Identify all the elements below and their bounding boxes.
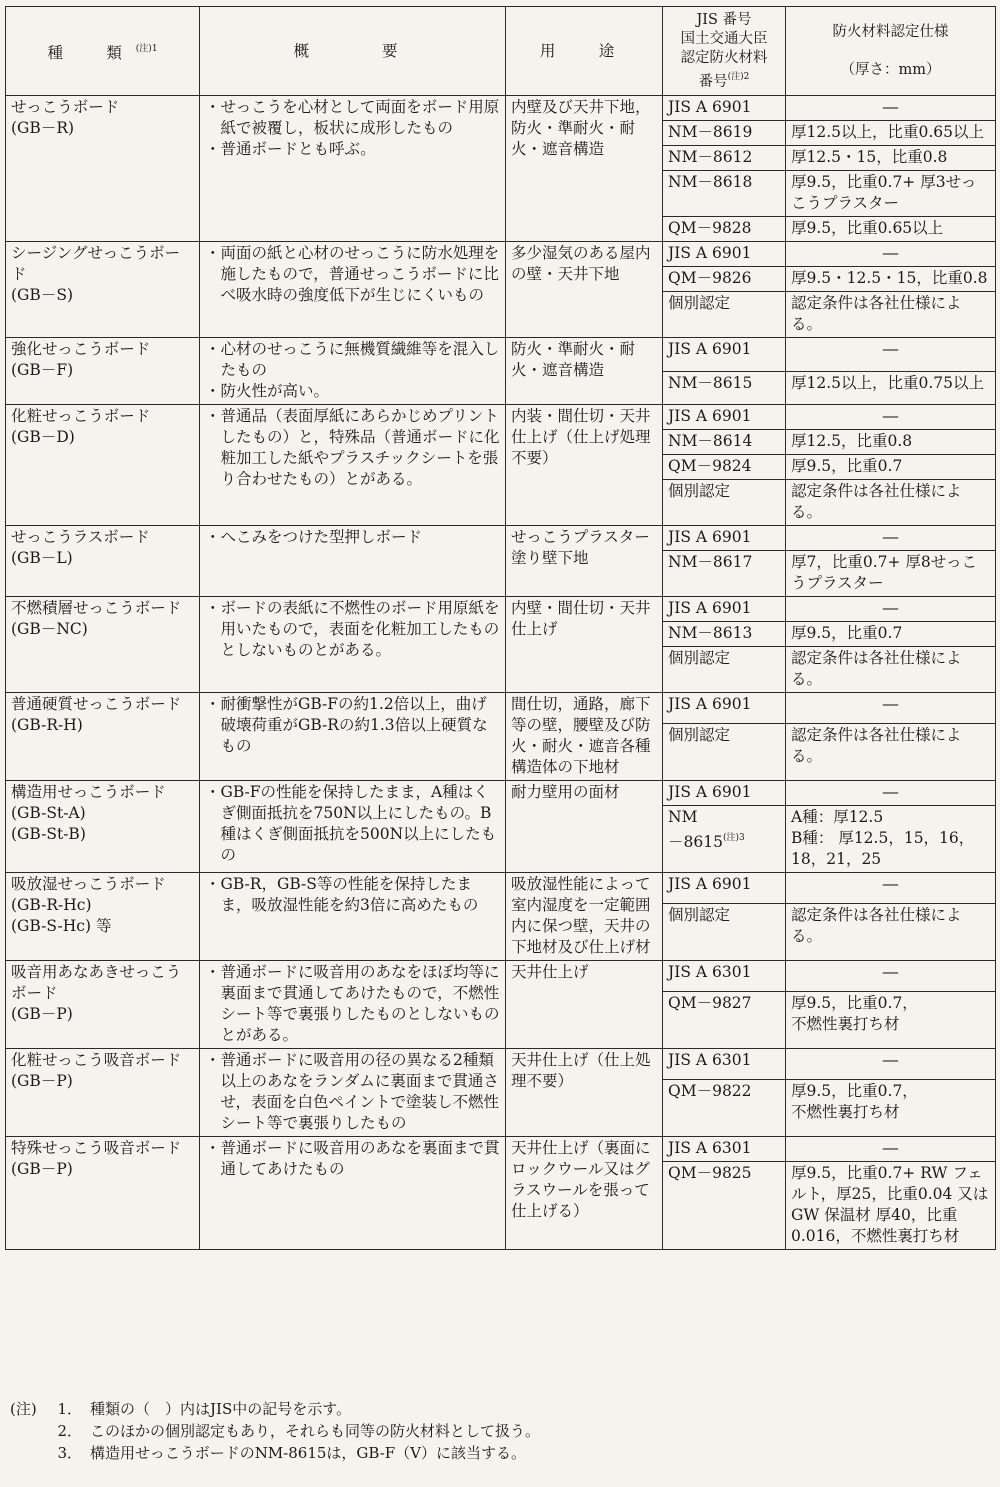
table-row	[6, 693, 996, 724]
table-row	[6, 1049, 996, 1080]
type-cell: シージングせっこうボード (GB－S)	[6, 242, 200, 338]
standard-number: NM－8617	[668, 553, 753, 571]
spec-cell: 厚7，比重0.7+ 厚8せっこうプラスター	[786, 551, 996, 597]
standard-number-cell	[663, 96, 786, 121]
spec-cell: 認定条件は各社仕様による。	[786, 723, 996, 780]
overview-line: ・普通ボードに吸音用の径の異なる2種類以上のあなをランダムに裏面まで貫通させ，表面を白色ペイントで塗装し不燃性シート等で裏張りしたもの	[205, 1051, 500, 1132]
use-cell: 間仕切，通路，廊下等の壁，腰壁及び防火・耐火・遮音各種構造体の下地材	[506, 693, 663, 781]
standard-number-cell	[663, 903, 786, 960]
standard-number-cell	[663, 526, 786, 551]
spec-cell: ―	[786, 597, 996, 622]
spec-cell: ―	[786, 873, 996, 904]
standard-number: JIS A 6301	[668, 1051, 752, 1069]
use-cell: 吸放湿性能によって室内湿度を一定範囲内に保つ壁，天井の下地材及び仕上げ材	[506, 873, 663, 961]
table-row	[6, 781, 996, 806]
overview-cell	[200, 693, 506, 781]
type-cell: 不燃積層せっこうボード (GB－NC)	[6, 597, 200, 693]
spec-cell: 厚9.5，比重0.7， 不燃性裏打ち材	[786, 1079, 996, 1136]
overview-line: ・GB-R，GB-S等の性能を保持したまま，吸放湿性能を約3倍に高めたもの	[205, 875, 479, 914]
type-cell: 吸放湿せっこうボード (GB-R-Hc) (GB-S-Hc) 等	[6, 873, 200, 961]
standard-number: 個別認定	[668, 294, 731, 312]
standard-number: JIS A 6901	[668, 244, 752, 262]
header-jis: JIS 番号 国土交通大臣 認定防火材料 番号$^{(注)2}$	[663, 7, 786, 96]
use-cell: 天井仕上げ（仕上処理不要）	[506, 1049, 663, 1137]
standard-number-cell	[663, 551, 786, 597]
standard-number: JIS A 6901	[668, 599, 752, 617]
use-cell: 防火・準耐火・耐火・遮音構造	[506, 338, 663, 405]
table-row	[6, 242, 996, 267]
standard-number: JIS A 6301	[668, 1139, 752, 1157]
standard-number-cell	[663, 622, 786, 647]
overview-cell	[200, 242, 506, 338]
table-row	[6, 526, 996, 551]
standard-number: JIS A 6901	[668, 98, 752, 116]
spec-cell: 厚12.5，比重0.8	[786, 430, 996, 455]
header-spec: 防火材料認定仕様 （厚さ：mm）	[786, 7, 996, 96]
standard-number-cell	[663, 242, 786, 267]
spec-cell: 厚9.5，比重0.7	[786, 622, 996, 647]
standard-number: NM－8618	[668, 173, 753, 191]
standard-number-cell	[663, 781, 786, 806]
type-cell: 吸音用あなあきせっこうボード (GB－P)	[6, 961, 200, 1049]
spec-cell: A種：厚12.5 B種： 厚12.5，15，16，18，21，25	[786, 806, 996, 873]
overview-line: ・普通ボードに吸音用のあなを裏面まで貫通してあけたもの	[205, 1139, 500, 1178]
standard-number-cell	[663, 267, 786, 292]
spec-cell: 厚12.5以上，比重0.75以上	[786, 371, 996, 405]
spec-cell: 厚9.5，比重0.65以上	[786, 217, 996, 242]
spec-cell: 厚9.5，比重0.7+ RW フェルト，厚25，比重0.04 又は GW 保温材 厚40，比重0.016，不燃性裏打ち材	[786, 1162, 996, 1250]
standard-number-cell	[663, 1137, 786, 1162]
standard-number: 個別認定	[668, 725, 731, 744]
overview-cell	[200, 1049, 506, 1137]
standard-number-cell	[663, 1049, 786, 1080]
overview-line: ・心材のせっこうに無機質繊維等を混入したもの	[205, 340, 500, 379]
standard-number-cell	[663, 723, 786, 780]
spec-cell: 認定条件は各社仕様による。	[786, 903, 996, 960]
standard-number: QM－9825	[668, 1164, 752, 1182]
spec-cell: 認定条件は各社仕様による。	[786, 292, 996, 338]
overview-line: ・普通品（表面厚紙にあらかじめプリントしたもの）と，特殊品（普通ボードに化粧加工した紙やプラスチックシートを張り合わせたもの）とがある。	[205, 407, 500, 488]
table-row	[6, 338, 996, 372]
standard-number: JIS A 6301	[668, 963, 752, 981]
header-use: 用 途	[506, 7, 663, 96]
standard-number: 個別認定	[668, 905, 731, 924]
standard-number-cell	[663, 217, 786, 242]
spec-cell: 厚9.5，比重0.7+ 厚3せっこうプラスター	[786, 171, 996, 217]
overview-cell	[200, 961, 506, 1049]
overview-line: ・防火性が高い。	[205, 382, 330, 400]
overview-line: ・へこみをつけた型押しボード	[205, 528, 423, 546]
overview-line: ・せっこうを心材として両面をボード用原紙で被覆し，板状に成形したもの	[205, 98, 500, 137]
header-jis-note: (注)2	[727, 71, 750, 82]
spec-cell: ―	[786, 96, 996, 121]
standard-number-cell	[663, 597, 786, 622]
type-cell: 特殊せっこう吸音ボード (GB－P)	[6, 1137, 200, 1250]
header-overview: 概 要	[200, 7, 506, 96]
standard-number-cell	[663, 338, 786, 372]
header-type-note: (注)1	[135, 43, 158, 54]
standard-number-cell	[663, 405, 786, 430]
overview-cell	[200, 405, 506, 526]
standard-number-cell	[663, 647, 786, 693]
overview-line: ・両面の紙と心材のせっこうに防水処理を施したもので，普通せっこうボードに比べ吸水時の強度低下が生じにくいもの	[205, 244, 500, 304]
standard-number: QM－9826	[668, 269, 752, 287]
standard-number-cell	[663, 171, 786, 217]
standard-number-cell	[663, 146, 786, 171]
standard-number: JIS A 6901	[668, 783, 752, 801]
standard-number: JIS A 6901	[668, 528, 752, 546]
table-body	[6, 96, 996, 1250]
use-cell: せっこうプラスター塗り壁下地	[506, 526, 663, 597]
standard-number: NM －8615	[668, 808, 723, 851]
standard-number-cell	[663, 480, 786, 526]
spec-cell: ―	[786, 781, 996, 806]
standard-number: QM－9822	[668, 1081, 752, 1100]
standard-number: JIS A 6901	[668, 340, 752, 358]
spec-cell: ―	[786, 693, 996, 724]
spec-cell: 厚9.5，比重0.7	[786, 455, 996, 480]
spec-cell: ―	[786, 961, 996, 992]
header-type: 種 類$^{(注)1}$	[6, 7, 200, 96]
overview-line: ・普通ボードとも呼ぶ。	[205, 140, 376, 158]
type-cell: 強化せっこうボード (GB－F)	[6, 338, 200, 405]
spec-cell: ―	[786, 1137, 996, 1162]
spec-cell: ―	[786, 405, 996, 430]
use-cell: 耐力壁用の面材	[506, 781, 663, 873]
standard-number-cell	[663, 1079, 786, 1136]
standard-number: JIS A 6901	[668, 407, 752, 425]
use-cell: 内装・間仕切・天井仕上げ（仕上げ処理不要）	[506, 405, 663, 526]
spec-cell: 厚9.5，比重0.7， 不燃性裏打ち材	[786, 991, 996, 1048]
standard-number-cell	[663, 121, 786, 146]
standard-number-cell	[663, 806, 786, 873]
standard-number-cell	[663, 693, 786, 724]
standard-number: NM－8614	[668, 432, 753, 450]
standard-number-cell	[663, 292, 786, 338]
use-cell: 内壁及び天井下地，防火・準耐火・耐火・遮音構造	[506, 96, 663, 242]
overview-line: ・耐衝撃性がGB-Fの約1.2倍以上，曲げ破壊荷重がGB-Rの約1.3倍以上硬質なもの	[205, 695, 488, 755]
spec-cell: ―	[786, 526, 996, 551]
table-row	[6, 873, 996, 904]
overview-cell	[200, 526, 506, 597]
footnote-3: 3． 構造用せっこうボードのNM-8615は，GB-F（V）に該当する。	[57, 1444, 527, 1462]
table-row	[6, 96, 996, 121]
header-row	[6, 7, 996, 96]
overview-cell	[200, 781, 506, 873]
use-cell: 天井仕上げ（裏面にロックウール又はグラスウールを張って仕上げる）	[506, 1137, 663, 1250]
overview-cell	[200, 597, 506, 693]
standard-number-cell	[663, 1162, 786, 1250]
spec-cell: ―	[786, 338, 996, 372]
overview-line: ・普通ボードに吸音用のあなをほぼ均等に裏面まで貫通してあけたもので，不燃性シート等で裏張りしたものとしないものとがある。	[205, 963, 500, 1044]
footnotes	[10, 1398, 990, 1464]
spec-cell: 厚9.5・12.5・15，比重0.8	[786, 267, 996, 292]
standard-number-cell	[663, 991, 786, 1048]
use-cell: 天井仕上げ	[506, 961, 663, 1049]
overview-line: ・GB-Fの性能を保持したまま，A種はくぎ側面抵抗を750N以上にしたもの。B種はくぎ側面抵抗を500N以上にしたもの	[205, 783, 497, 864]
type-cell: せっこうラスボード (GB－L)	[6, 526, 200, 597]
standard-number-note: (注)3	[722, 833, 745, 843]
table-row	[6, 405, 996, 430]
standard-number-cell	[663, 430, 786, 455]
spec-cell: 認定条件は各社仕様による。	[786, 647, 996, 693]
spec-cell: ―	[786, 1049, 996, 1080]
standard-number: JIS A 6901	[668, 695, 752, 713]
overview-cell	[200, 96, 506, 242]
overview-cell	[200, 873, 506, 961]
type-cell: 化粧せっこうボード (GB－D)	[6, 405, 200, 526]
spec-cell: 厚12.5・15，比重0.8	[786, 146, 996, 171]
standard-number-cell	[663, 873, 786, 904]
standard-number-cell	[663, 455, 786, 480]
overview-cell	[200, 1137, 506, 1250]
table-row	[6, 1137, 996, 1162]
type-cell: せっこうボード (GB－R)	[6, 96, 200, 242]
footnote-2: 2． このほかの個別認定もあり，それらも同等の防火材料として扱う。	[57, 1422, 541, 1440]
overview-line: ・ボードの表紙に不燃性のボード用原紙を用いたもので，表面を化粧加工したものとしないものとがある。	[205, 599, 500, 659]
use-cell: 多少湿気のある屋内の壁・天井下地	[506, 242, 663, 338]
spec-cell: ―	[786, 242, 996, 267]
standard-number: NM－8619	[668, 123, 753, 141]
standard-number: 個別認定	[668, 649, 731, 667]
standard-number: QM－9828	[668, 219, 752, 237]
standard-number: NM－8612	[668, 148, 753, 166]
standard-number: NM－8615	[668, 373, 753, 392]
standard-number: 個別認定	[668, 482, 731, 500]
use-cell: 内壁・間仕切・天井仕上げ	[506, 597, 663, 693]
table-row	[6, 961, 996, 992]
standard-number: JIS A 6901	[668, 875, 752, 893]
standard-number: NM－8613	[668, 624, 753, 642]
type-cell: 普通硬質せっこうボード (GB-R-H)	[6, 693, 200, 781]
standard-number-cell	[663, 961, 786, 992]
standard-number: QM－9827	[668, 993, 752, 1012]
table-row	[6, 597, 996, 622]
gypsum-board-table	[5, 6, 996, 1250]
type-cell: 化粧せっこう吸音ボード (GB－P)	[6, 1049, 200, 1137]
overview-cell	[200, 338, 506, 405]
spec-cell: 厚12.5以上，比重0.65以上	[786, 121, 996, 146]
standard-number-cell	[663, 371, 786, 405]
spec-cell: 認定条件は各社仕様による。	[786, 480, 996, 526]
type-cell: 構造用せっこうボード (GB-St-A) (GB-St-B)	[6, 781, 200, 873]
standard-number: QM－9824	[668, 457, 752, 475]
footnote-1: (注) 1． 種類の（ ）内はJIS中の記号を示す。	[10, 1400, 352, 1418]
